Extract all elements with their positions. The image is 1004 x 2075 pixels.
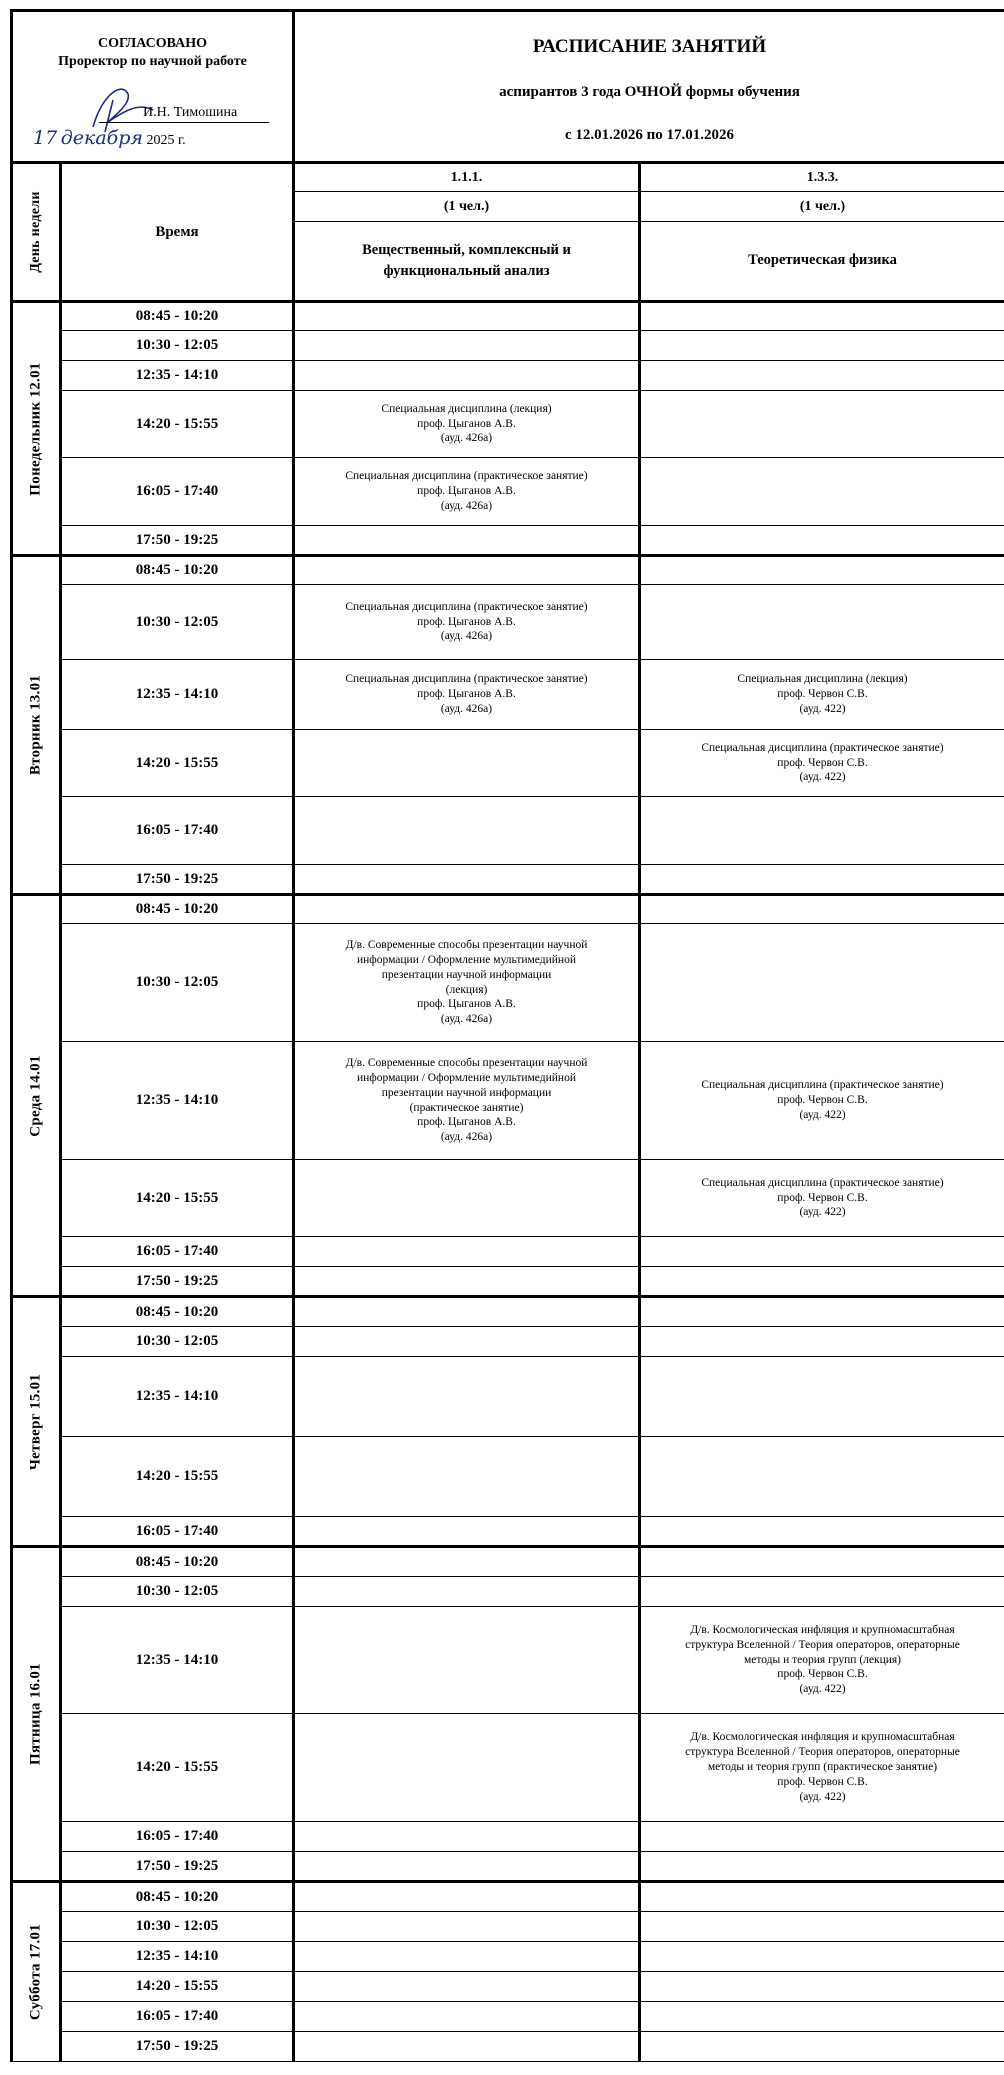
class-entry-direction-2 xyxy=(640,1577,1004,1607)
time-slot: 16:05 - 17:40 xyxy=(61,797,294,865)
class-entry-direction-2 xyxy=(640,865,1004,895)
class-entry-direction-2 xyxy=(640,730,1004,797)
time-slot: 17:50 - 19:25 xyxy=(61,1267,294,1297)
class-entry-direction-2 xyxy=(640,1822,1004,1852)
day-cell xyxy=(12,556,61,895)
class-entry-direction-2 xyxy=(640,361,1004,391)
class-entry-direction-1 xyxy=(294,585,640,660)
class-entry-line: (ауд. 422) xyxy=(799,1206,846,1219)
class-entry-line: проф. Червон С.В. xyxy=(777,688,868,701)
schedule-row xyxy=(12,1714,1004,1822)
class-entry-line: проф. Цыганов А.В. xyxy=(417,417,516,430)
approval-signer-name: И.Н. Тимошина xyxy=(143,105,238,120)
schedule-row xyxy=(12,1852,1004,1882)
direction-2-name xyxy=(640,222,1004,302)
time-slot: 17:50 - 19:25 xyxy=(61,2032,294,2062)
time-slot: 14:20 - 15:55 xyxy=(61,391,294,458)
class-entry-line: Специальная дисциплина (лекция) xyxy=(381,402,552,415)
schedule-row xyxy=(12,1160,1004,1237)
class-entry-line: Специальная дисциплина (практическое занятие) xyxy=(345,470,588,483)
schedule-row xyxy=(12,1297,1004,1327)
schedule-row xyxy=(12,526,1004,556)
time-slot: 10:30 - 12:05 xyxy=(61,585,294,660)
class-entry-line: (ауд. 422) xyxy=(799,771,846,784)
day-label: Среда 14.01 xyxy=(27,1054,44,1137)
class-entry-line: информации / Оформление мультимедийной xyxy=(357,1071,576,1084)
time-slot: 14:20 - 15:55 xyxy=(61,1972,294,2002)
time-slot: 12:35 - 14:10 xyxy=(61,660,294,730)
signature-line xyxy=(99,122,269,123)
class-entry-direction-2 xyxy=(640,1714,1004,1822)
direction-1-name xyxy=(294,222,640,302)
class-entry-direction-1 xyxy=(294,2032,640,2062)
direction-1-code: 1.1.1. xyxy=(294,163,640,192)
class-entry-line: (ауд. 426а) xyxy=(440,499,493,512)
schedule-row xyxy=(12,660,1004,730)
class-entry-line: проф. Цыганов А.В. xyxy=(417,615,516,628)
class-entry-direction-1 xyxy=(294,1517,640,1547)
class-entry-line: (ауд. 426а) xyxy=(440,1131,493,1144)
direction-2-count: (1 чел.) xyxy=(640,192,1004,222)
time-slot: 08:45 - 10:20 xyxy=(61,1297,294,1327)
class-entry-direction-2 xyxy=(640,1517,1004,1547)
schedule-title: РАСПИСАНИЕ ЗАНЯТИЙ xyxy=(532,36,767,57)
class-entry-direction-2 xyxy=(640,1547,1004,1577)
class-entry-direction-1 xyxy=(294,526,640,556)
class-entry-direction-1 xyxy=(294,361,640,391)
schedule-row xyxy=(12,361,1004,391)
class-entry-direction-2 xyxy=(640,1237,1004,1267)
approval-date-month: декабря xyxy=(60,127,143,149)
class-entry-direction-1 xyxy=(294,730,640,797)
class-entry-direction-1 xyxy=(294,1267,640,1297)
time-slot: 08:45 - 10:20 xyxy=(61,895,294,924)
class-entry-direction-2 xyxy=(640,1327,1004,1357)
class-entry-direction-1 xyxy=(294,1160,640,1237)
class-entry-direction-2 xyxy=(640,1042,1004,1160)
direction-1-name-line-2: функциональный анализ xyxy=(383,263,550,279)
class-entry-direction-1 xyxy=(294,1852,640,1882)
time-slot: 08:45 - 10:20 xyxy=(61,1882,294,1912)
class-entry-direction-2 xyxy=(640,1882,1004,1912)
time-slot: 10:30 - 12:05 xyxy=(61,1577,294,1607)
class-entry-direction-2 xyxy=(640,2032,1004,2062)
class-entry-direction-2 xyxy=(640,556,1004,585)
time-column-header: Время xyxy=(61,163,294,302)
time-slot: 12:35 - 14:10 xyxy=(61,1607,294,1714)
approval-block xyxy=(12,11,294,163)
schedule-row xyxy=(12,1267,1004,1297)
approval-title: СОГЛАСОВАНО xyxy=(98,36,207,51)
schedule-row xyxy=(12,1042,1004,1160)
class-entry-line: (практическое занятие) xyxy=(409,1101,524,1114)
class-entry-direction-2 xyxy=(640,1942,1004,1972)
schedule-row xyxy=(12,585,1004,660)
schedule-row xyxy=(12,556,1004,585)
class-entry-direction-1 xyxy=(294,1327,640,1357)
class-entry-line: презентации научной информации xyxy=(381,1086,552,1099)
class-entry-line: (ауд. 426а) xyxy=(440,702,493,715)
schedule-row xyxy=(12,797,1004,865)
day-cell xyxy=(12,895,61,1297)
direction-2-name-line-1: Теоретическая физика xyxy=(748,252,897,269)
schedule-row xyxy=(12,1357,1004,1437)
time-slot: 14:20 - 15:55 xyxy=(61,1437,294,1517)
class-entry-direction-1 xyxy=(294,302,640,331)
class-entry-direction-1 xyxy=(294,1942,640,1972)
class-entry-direction-1 xyxy=(294,2002,640,2032)
class-entry-line: проф. Червон С.В. xyxy=(777,1191,868,1204)
class-entry-direction-2 xyxy=(640,1160,1004,1237)
class-entry-line: проф. Червон С.В. xyxy=(777,1668,868,1681)
class-entry-direction-2 xyxy=(640,302,1004,331)
class-entry-direction-1 xyxy=(294,1577,640,1607)
class-entry-line: структура Вселенной / Теория операторов, операторные xyxy=(685,1638,960,1651)
approval-date-year: 2025 г. xyxy=(146,133,186,148)
day-column-header xyxy=(12,163,61,302)
class-entry-line: Д/в. Космологическая инфляция и крупномасштабная xyxy=(690,1731,955,1744)
schedule-row xyxy=(12,895,1004,924)
class-entry-direction-2 xyxy=(640,660,1004,730)
schedule-row xyxy=(12,730,1004,797)
class-entry-direction-2 xyxy=(640,331,1004,361)
time-slot: 16:05 - 17:40 xyxy=(61,1237,294,1267)
time-slot: 10:30 - 12:05 xyxy=(61,924,294,1042)
schedule-row xyxy=(12,1437,1004,1517)
schedule-subtitle: аспирантов 3 года ОЧНОЙ формы обучения xyxy=(499,84,800,100)
class-entry-line: (ауд. 426а) xyxy=(440,432,493,445)
time-slot: 12:35 - 14:10 xyxy=(61,1942,294,1972)
time-slot: 12:35 - 14:10 xyxy=(61,1357,294,1437)
direction-1-name-line-1: Вещественный, комплексный и xyxy=(362,241,571,258)
schedule-title-block xyxy=(294,11,1004,163)
day-cell xyxy=(12,1297,61,1547)
class-entry-line: Специальная дисциплина (практическое занятие) xyxy=(701,741,944,754)
class-entry-direction-1 xyxy=(294,797,640,865)
class-entry-direction-2 xyxy=(640,391,1004,458)
class-entry-line: информации / Оформление мультимедийной xyxy=(357,953,576,966)
class-entry-line: Специальная дисциплина (лекция) xyxy=(737,673,908,686)
class-entry-direction-2 xyxy=(640,526,1004,556)
schedule-row xyxy=(12,1942,1004,1972)
class-entry-line: методы и теория групп (практическое занятие) xyxy=(707,1761,938,1774)
class-entry-line: проф. Червон С.В. xyxy=(777,1094,868,1107)
day-cell xyxy=(12,302,61,556)
schedule-row xyxy=(12,1912,1004,1942)
day-label: Четверг 15.01 xyxy=(27,1373,44,1470)
class-entry-line: (ауд. 422) xyxy=(799,1683,846,1696)
schedule-row xyxy=(12,331,1004,361)
class-entry-line: Д/в. Современные способы презентации научной xyxy=(345,938,588,951)
class-entry-direction-1 xyxy=(294,1822,640,1852)
schedule-row xyxy=(12,458,1004,526)
class-entry-direction-2 xyxy=(640,458,1004,526)
schedule-row xyxy=(12,1577,1004,1607)
class-entry-line: проф. Цыганов А.В. xyxy=(417,1116,516,1129)
class-entry-direction-1 xyxy=(294,1547,640,1577)
schedule-row xyxy=(12,865,1004,895)
class-entry-line: (ауд. 422) xyxy=(799,1790,846,1803)
day-label: Вторник 13.01 xyxy=(27,674,44,776)
class-entry-line: проф. Червон С.В. xyxy=(777,1775,868,1788)
class-entry-direction-1 xyxy=(294,391,640,458)
time-slot: 16:05 - 17:40 xyxy=(61,1517,294,1547)
schedule-row xyxy=(12,1237,1004,1267)
class-entry-direction-1 xyxy=(294,1357,640,1437)
class-entry-line: Д/в. Современные способы презентации научной xyxy=(345,1056,588,1069)
time-slot: 17:50 - 19:25 xyxy=(61,865,294,895)
class-entry-direction-1 xyxy=(294,1437,640,1517)
class-entry-direction-1 xyxy=(294,1882,640,1912)
class-entry-direction-1 xyxy=(294,1714,640,1822)
schedule-row xyxy=(12,391,1004,458)
class-entry-line: проф. Цыганов А.В. xyxy=(417,485,516,498)
class-entry-line: структура Вселенной / Теория операторов, операторные xyxy=(685,1746,960,1759)
time-slot: 17:50 - 19:25 xyxy=(61,1852,294,1882)
class-entry-direction-1 xyxy=(294,895,640,924)
schedule-row xyxy=(12,1882,1004,1912)
approval-date xyxy=(33,127,186,149)
time-slot: 08:45 - 10:20 xyxy=(61,302,294,331)
class-entry-line: (ауд. 422) xyxy=(799,702,846,715)
class-entry-direction-1 xyxy=(294,556,640,585)
class-entry-direction-2 xyxy=(640,797,1004,865)
time-slot: 16:05 - 17:40 xyxy=(61,458,294,526)
day-cell xyxy=(12,1882,61,2062)
class-entry-direction-1 xyxy=(294,660,640,730)
class-entry-line: Специальная дисциплина (практическое занятие) xyxy=(345,673,588,686)
day-label: Суббота 17.01 xyxy=(27,1923,44,2021)
schedule-row xyxy=(12,2002,1004,2032)
time-slot: 10:30 - 12:05 xyxy=(61,331,294,361)
class-entry-direction-1 xyxy=(294,865,640,895)
class-entry-direction-2 xyxy=(640,924,1004,1042)
class-entry-line: (лекция) xyxy=(445,983,488,996)
class-entry-line: Специальная дисциплина (практическое занятие) xyxy=(701,1079,944,1092)
schedule-row xyxy=(12,1822,1004,1852)
class-entry-direction-1 xyxy=(294,1607,640,1714)
time-slot: 08:45 - 10:20 xyxy=(61,1547,294,1577)
time-slot: 14:20 - 15:55 xyxy=(61,1714,294,1822)
time-slot: 14:20 - 15:55 xyxy=(61,1160,294,1237)
day-label: Пятница 16.01 xyxy=(27,1663,44,1765)
time-slot: 14:20 - 15:55 xyxy=(61,730,294,797)
class-entry-direction-2 xyxy=(640,895,1004,924)
class-entry-line: Д/в. Космологическая инфляция и крупномасштабная xyxy=(690,1623,955,1636)
schedule-row xyxy=(12,1607,1004,1714)
class-entry-line: проф. Цыганов А.В. xyxy=(417,688,516,701)
class-entry-line: проф. Цыганов А.В. xyxy=(417,998,516,1011)
class-entry-line: Специальная дисциплина (практическое занятие) xyxy=(345,600,588,613)
class-entry-direction-1 xyxy=(294,1972,640,2002)
time-slot: 16:05 - 17:40 xyxy=(61,1822,294,1852)
class-entry-direction-2 xyxy=(640,2002,1004,2032)
class-entry-line: презентации научной информации xyxy=(381,968,552,981)
class-entry-direction-1 xyxy=(294,331,640,361)
class-entry-direction-1 xyxy=(294,1297,640,1327)
time-slot: 12:35 - 14:10 xyxy=(61,1042,294,1160)
class-entry-line: (ауд. 426а) xyxy=(440,630,493,643)
class-entry-direction-1 xyxy=(294,1042,640,1160)
class-entry-direction-2 xyxy=(640,1912,1004,1942)
time-slot: 12:35 - 14:10 xyxy=(61,361,294,391)
class-entry-direction-2 xyxy=(640,1357,1004,1437)
time-slot: 10:30 - 12:05 xyxy=(61,1912,294,1942)
class-entry-line: методы и теория групп (лекция) xyxy=(743,1653,902,1666)
class-entry-direction-2 xyxy=(640,1267,1004,1297)
class-entry-direction-1 xyxy=(294,924,640,1042)
class-entry-line: Специальная дисциплина (практическое занятие) xyxy=(701,1176,944,1189)
class-entry-direction-1 xyxy=(294,1237,640,1267)
schedule-row xyxy=(12,924,1004,1042)
time-slot: 10:30 - 12:05 xyxy=(61,1327,294,1357)
day-cell xyxy=(12,1547,61,1882)
class-entry-direction-2 xyxy=(640,1607,1004,1714)
schedule-row xyxy=(12,1517,1004,1547)
class-entry-direction-2 xyxy=(640,585,1004,660)
schedule-row xyxy=(12,1327,1004,1357)
class-entry-line: проф. Червон С.В. xyxy=(777,756,868,769)
class-entry-direction-1 xyxy=(294,458,640,526)
class-entry-direction-1 xyxy=(294,1912,640,1942)
direction-2-code: 1.3.3. xyxy=(640,163,1004,192)
class-entry-direction-2 xyxy=(640,1972,1004,2002)
class-entry-line: (ауд. 426а) xyxy=(440,1013,493,1026)
schedule-row xyxy=(12,1972,1004,2002)
schedule-row xyxy=(12,302,1004,331)
day-column-label: День недели xyxy=(28,191,43,273)
schedule-row xyxy=(12,2032,1004,2062)
class-entry-direction-2 xyxy=(640,1297,1004,1327)
schedule-dates: с 12.01.2026 по 17.01.2026 xyxy=(564,127,735,143)
direction-1-count: (1 чел.) xyxy=(294,192,640,222)
time-slot: 16:05 - 17:40 xyxy=(61,2002,294,2032)
day-label: Понедельник 12.01 xyxy=(27,361,44,496)
time-slot: 17:50 - 19:25 xyxy=(61,526,294,556)
schedule-table xyxy=(10,9,1004,2062)
class-entry-direction-2 xyxy=(640,1437,1004,1517)
time-slot: 08:45 - 10:20 xyxy=(61,556,294,585)
schedule-row xyxy=(12,1547,1004,1577)
class-entry-line: (ауд. 422) xyxy=(799,1108,846,1121)
approval-date-day: 17 xyxy=(33,127,58,149)
class-entry-direction-2 xyxy=(640,1852,1004,1882)
approval-role: Проректор по научной работе xyxy=(58,54,247,69)
